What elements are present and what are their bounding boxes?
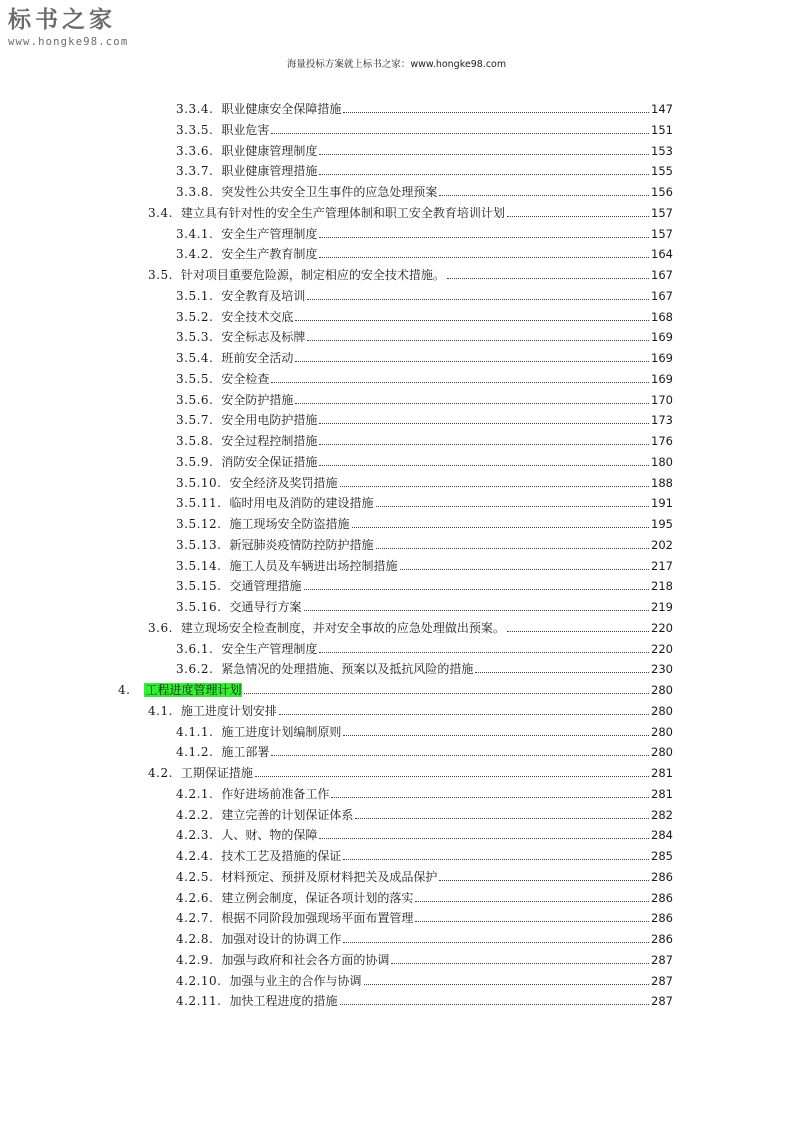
- toc-entry-page: 218: [651, 579, 673, 594]
- toc-entry[interactable]: [176, 988, 673, 1008]
- toc-entry-page: 169: [651, 351, 673, 365]
- toc-entry[interactable]: [176, 802, 673, 822]
- toc-entry[interactable]: [176, 968, 673, 988]
- toc-leader-dots: [507, 630, 649, 632]
- toc-entry-title: 安全教育及培训: [221, 288, 306, 303]
- toc-entry-page: 280: [651, 745, 673, 760]
- toc-entry-number: 3.5.8.: [176, 434, 214, 448]
- toc-entry-title: 消防安全保证措施: [221, 454, 318, 469]
- toc-entry[interactable]: [176, 822, 673, 842]
- toc-entry-title: 作好进场前准备工作: [221, 786, 330, 801]
- toc-entry[interactable]: [148, 698, 673, 718]
- toc-entry-number: 3.5.3.: [176, 330, 214, 345]
- toc-entry-title: 安全用电防护措施: [221, 413, 318, 428]
- toc-entry-number: 4.2.6.: [176, 890, 214, 905]
- toc-entry[interactable]: [176, 304, 673, 324]
- toc-entry[interactable]: [176, 905, 673, 925]
- toc-leader-dots: [271, 132, 649, 134]
- toc-entry[interactable]: [176, 636, 673, 656]
- toc-entry-number: 3.5.14.: [176, 558, 222, 573]
- toc-entry[interactable]: [176, 490, 673, 510]
- toc-entry-page: 191: [651, 496, 673, 511]
- toc-entry-page: 167: [651, 268, 673, 282]
- toc-leader-dots: [439, 194, 649, 196]
- toc-entry[interactable]: [118, 677, 673, 697]
- logo-text: 标书之家: [8, 6, 116, 33]
- toc-entry-title: 交通管理措施: [229, 579, 302, 594]
- toc-leader-dots: [400, 568, 650, 570]
- toc-entry-page: 195: [651, 517, 673, 531]
- toc-leader-dots: [355, 817, 649, 819]
- toc-entry-number: 3.4.1.: [176, 226, 214, 241]
- toc-entry[interactable]: [176, 241, 673, 261]
- toc-entry-number: 4.1.: [148, 703, 173, 718]
- toc-leader-dots: [364, 983, 650, 985]
- toc-entry-page: 286: [651, 911, 673, 926]
- toc-leader-dots: [340, 485, 650, 487]
- toc-entry-page: 176: [651, 434, 673, 448]
- toc-entry[interactable]: [176, 324, 673, 344]
- toc-leader-dots: [319, 236, 649, 238]
- toc-entry-page: 287: [651, 994, 673, 1009]
- toc-entry-title: 材料预定、预拼及原材料把关及成品保护: [221, 869, 438, 884]
- toc-entry-number: 3.5.6.: [176, 392, 214, 407]
- toc-leader-dots: [319, 153, 649, 155]
- page-header: 海量投标方案就上标书之家：www.hongke98.com: [286, 59, 507, 70]
- toc-leader-dots: [340, 1003, 650, 1005]
- toc-entry-number: 4.2.5.: [176, 869, 214, 884]
- toc-entry-title: 突发性公共安全卫生事件的应急处理预案: [221, 185, 438, 199]
- toc-entry[interactable]: [176, 553, 673, 573]
- toc-leader-dots: [343, 734, 649, 736]
- toc-entry-title: 技术工艺及措施的保证: [221, 849, 342, 863]
- toc-entry-title: 安全标志及标牌: [221, 330, 306, 345]
- toc-entry-number: 3.6.2.: [176, 662, 214, 677]
- toc-entry-number: 4.2.4.: [176, 849, 214, 863]
- toc-entry-page: 280: [651, 683, 673, 697]
- toc-entry[interactable]: [148, 615, 673, 635]
- toc-entry[interactable]: [176, 345, 673, 365]
- toc-entry-number: 3.5.7.: [176, 413, 214, 428]
- toc-entry-page: 280: [651, 724, 673, 739]
- toc-entry-page: 230: [651, 662, 673, 677]
- toc-entry-number: 3.5.5.: [176, 371, 214, 386]
- toc-entry-number: 3.4.2.: [176, 247, 214, 262]
- toc-entry[interactable]: [176, 179, 673, 199]
- toc-entry-title: 安全防护措施: [221, 392, 294, 407]
- toc-leader-dots: [319, 422, 649, 424]
- toc-entry-number: 3.5.12.: [176, 517, 222, 531]
- toc-entry[interactable]: [148, 262, 673, 282]
- toc-entry-number: 3.5.4.: [176, 351, 214, 365]
- toc-entry-number: 3.4.: [148, 205, 173, 220]
- toc-entry[interactable]: [176, 470, 673, 490]
- toc-entry-page: 157: [651, 205, 673, 220]
- toc-entry-page: 153: [651, 143, 673, 158]
- toc-entry-number: 4.1.1.: [176, 724, 214, 739]
- toc-entry-title: 安全生产教育制度: [221, 247, 318, 262]
- toc-entry-page: 217: [651, 558, 673, 573]
- toc-leader-dots: [352, 526, 650, 528]
- toc-entry[interactable]: [176, 428, 673, 448]
- toc-entry-title: 人、财、物的保障: [221, 828, 318, 843]
- toc-entry[interactable]: [176, 719, 673, 739]
- toc-entry-number: 3.5.2.: [176, 309, 214, 324]
- toc-entry-title: 施工进度计划编制原则: [221, 724, 342, 739]
- toc-entry-page: 170: [651, 392, 673, 407]
- toc-entry-title: 安全检查: [221, 371, 270, 386]
- toc-entry-page: 169: [651, 330, 673, 345]
- toc-entry-title: 建立现场安全检查制度，并对安全事故的应急处理做出预案。: [180, 620, 505, 635]
- toc-entry[interactable]: [176, 926, 673, 946]
- toc-entry-number: 3.6.1.: [176, 641, 214, 656]
- toc-leader-dots: [319, 443, 649, 445]
- toc-entry-title: 工期保证措施: [180, 766, 253, 780]
- toc-entry[interactable]: [176, 864, 673, 884]
- toc-leader-dots: [507, 215, 649, 217]
- toc-entry-title: 新冠肺炎疫情防控防护措施: [229, 537, 374, 552]
- toc-leader-dots: [319, 837, 649, 839]
- toc-entry[interactable]: [176, 449, 673, 469]
- toc-entry-page: 287: [651, 973, 673, 988]
- toc-entry-title: 职业健康管理制度: [221, 143, 318, 158]
- toc-leader-dots: [343, 941, 649, 943]
- toc-entry-title: 施工部署: [221, 745, 270, 760]
- toc-entry[interactable]: [176, 573, 673, 593]
- toc-entry-number: 3.3.8.: [176, 185, 214, 199]
- toc-leader-dots: [447, 277, 649, 279]
- toc-entry-page: 220: [651, 620, 673, 635]
- toc-entry-title: 安全经济及奖罚措施: [229, 475, 338, 490]
- toc-entry-number: 3.3.5.: [176, 122, 214, 137]
- toc-entry-number: 4.2.9.: [176, 952, 214, 967]
- logo-url: www.hongke98.com: [8, 36, 129, 48]
- toc-entry-page: 173: [651, 413, 673, 428]
- toc-entry-title: 职业健康安全保障措施: [221, 102, 342, 116]
- toc-entry[interactable]: [176, 511, 673, 531]
- toc-entry-title: 加强与政府和社会各方面的协调: [221, 952, 390, 967]
- toc-entry[interactable]: [176, 781, 673, 801]
- toc-entry-number: 3.5.16.: [176, 600, 222, 614]
- toc-entry-title: 工程进度管理计划: [145, 683, 242, 697]
- toc-entry[interactable]: [176, 138, 673, 158]
- toc-entry-number: 3.3.4.: [176, 102, 214, 116]
- toc-entry-number: 4.2.8.: [176, 932, 214, 946]
- toc-entry-page: 188: [651, 475, 673, 490]
- toc-entry[interactable]: [176, 366, 673, 386]
- toc-entry-page: 151: [651, 122, 673, 137]
- toc-entry-number: 4.1.2.: [176, 745, 214, 760]
- toc-entry[interactable]: [176, 885, 673, 905]
- toc-entry-title: 交通导行方案: [229, 600, 302, 614]
- toc-entry-number: 3.5.: [148, 268, 173, 282]
- toc-entry-title: 施工进度计划安排: [180, 703, 277, 718]
- toc-leader-dots: [279, 713, 649, 715]
- toc-entry-title: 建立例会制度，保证各项计划的落实: [221, 890, 414, 905]
- toc-entry-title: 针对项目重要危险源，制定相应的安全技术措施。: [180, 268, 445, 282]
- toc-entry-number: 3.5.10.: [176, 475, 222, 490]
- toc-entry-page: 285: [651, 849, 673, 863]
- toc-entry-number: 3.3.6.: [176, 143, 214, 158]
- toc-entry-number: 4.2.10.: [176, 973, 222, 988]
- toc-entry-title: 施工人员及车辆进出场控制措施: [229, 558, 398, 573]
- toc-leader-dots: [304, 609, 650, 611]
- toc-entry-page: 147: [651, 102, 673, 116]
- toc-entry-title: 职业危害: [221, 122, 270, 137]
- toc-entry-page: 282: [651, 807, 673, 822]
- toc-entry[interactable]: [176, 407, 673, 427]
- toc-entry[interactable]: [176, 117, 673, 137]
- toc-leader-dots: [343, 858, 649, 860]
- toc-leader-dots: [475, 671, 649, 673]
- toc-leader-dots: [271, 381, 649, 383]
- toc-leader-dots: [415, 920, 649, 922]
- toc-entry[interactable]: [148, 200, 673, 220]
- toc-entry-page: 168: [651, 309, 673, 324]
- toc-entry-page: 164: [651, 247, 673, 262]
- toc-entry-number: 4.2.3.: [176, 828, 214, 843]
- toc-entry-page: 157: [651, 226, 673, 241]
- toc-leader-dots: [376, 547, 650, 549]
- toc-entry-number: 3.5.13.: [176, 537, 222, 552]
- toc-leader-dots: [255, 775, 649, 777]
- toc-entry[interactable]: [176, 221, 673, 241]
- toc-leader-dots: [391, 962, 649, 964]
- toc-leader-dots: [331, 796, 649, 798]
- toc-leader-dots: [343, 111, 649, 113]
- toc-entry[interactable]: [176, 158, 673, 178]
- toc-entry-number: 4.2.11.: [176, 994, 222, 1009]
- toc-entry-title: 根据不同阶段加强现场平面布置管理: [221, 911, 414, 926]
- toc-leader-dots: [319, 173, 649, 175]
- toc-entry-title: 加强与业主的合作与协调: [229, 973, 362, 988]
- toc-entry-page: 169: [651, 371, 673, 386]
- toc-entry-page: 286: [651, 890, 673, 905]
- toc-entry-number: 4.: [118, 683, 131, 697]
- toc-entry-number: 3.5.15.: [176, 579, 222, 594]
- toc-entry-number: 3.5.9.: [176, 454, 214, 469]
- toc-leader-dots: [439, 879, 649, 881]
- toc-entry-title: 班前安全活动: [221, 351, 294, 365]
- toc-entry-title: 安全过程控制措施: [221, 434, 318, 448]
- toc-entry-title: 施工现场安全防盗措施: [229, 517, 350, 531]
- toc-entry-number: 4.2.: [148, 766, 173, 780]
- toc-entry-page: 284: [651, 828, 673, 843]
- toc-leader-dots: [319, 256, 649, 258]
- toc-entry-page: 219: [651, 600, 673, 614]
- toc-entry-page: 202: [651, 537, 673, 552]
- toc-entry-number: 3.3.7.: [176, 164, 214, 179]
- toc-leader-dots: [295, 319, 649, 321]
- toc-entry-page: 281: [651, 786, 673, 801]
- toc-leader-dots: [319, 464, 649, 466]
- toc-entry-title: 加快工程进度的措施: [229, 994, 338, 1009]
- toc-entry-page: 286: [651, 869, 673, 884]
- toc-leader-dots: [304, 588, 650, 590]
- toc-leader-dots: [295, 402, 649, 404]
- site-logo: [8, 6, 128, 48]
- toc-entry[interactable]: [148, 760, 673, 780]
- toc-entry-number: 3.6.: [148, 620, 173, 635]
- toc-entry-number: 3.5.11.: [176, 496, 222, 511]
- toc-leader-dots: [376, 505, 650, 507]
- toc-entry-title: 紧急情况的处理措施、预案以及抵抗风险的措施: [221, 662, 474, 677]
- toc-entry[interactable]: [176, 387, 673, 407]
- toc-entry-number: 3.5.1.: [176, 288, 214, 303]
- toc-entry-page: 280: [651, 703, 673, 718]
- toc-entry-page: 156: [651, 185, 673, 199]
- toc-leader-dots: [319, 651, 649, 653]
- toc-entry[interactable]: [176, 283, 673, 303]
- toc-entry-number: 4.2.2.: [176, 807, 214, 822]
- toc-entry[interactable]: [176, 96, 673, 116]
- toc-entry[interactable]: [176, 843, 673, 863]
- toc-entry-page: 155: [651, 164, 673, 179]
- toc-entry-page: 220: [651, 641, 673, 656]
- toc-entry-page: 287: [651, 952, 673, 967]
- toc-leader-dots: [295, 360, 649, 362]
- toc-entry[interactable]: [176, 656, 673, 676]
- toc-entry-title: 加强对设计的协调工作: [221, 932, 342, 946]
- toc-entry-page: 180: [651, 454, 673, 469]
- toc-entry-page: 286: [651, 932, 673, 946]
- toc-entry-title: 安全生产管理制度: [221, 226, 318, 241]
- toc-entry-page: 167: [651, 288, 673, 303]
- toc-entry-title: 临时用电及消防的建设措施: [229, 496, 374, 511]
- toc-leader-dots: [307, 298, 649, 300]
- toc-entry-number: 4.2.1.: [176, 786, 214, 801]
- toc-entry[interactable]: [176, 532, 673, 552]
- toc-leader-dots: [271, 754, 649, 756]
- toc-entry-title: 安全技术交底: [221, 309, 294, 324]
- toc-entry-number: 4.2.7.: [176, 911, 214, 926]
- toc-entry[interactable]: [176, 947, 673, 967]
- toc-entry-title: 职业健康管理措施: [221, 164, 318, 179]
- toc-leader-dots: [307, 339, 649, 341]
- toc-leader-dots: [415, 900, 649, 902]
- toc-entry-title: 建立具有针对性的安全生产管理体制和职工安全教育培训计划: [180, 205, 505, 220]
- toc-entry-title: 安全生产管理制度: [221, 641, 318, 656]
- toc-entry-page: 281: [651, 766, 673, 780]
- toc-entry-title: 建立完善的计划保证体系: [221, 807, 354, 822]
- toc-entry[interactable]: [176, 594, 673, 614]
- toc-leader-dots: [244, 692, 649, 694]
- toc-entry[interactable]: [176, 739, 673, 759]
